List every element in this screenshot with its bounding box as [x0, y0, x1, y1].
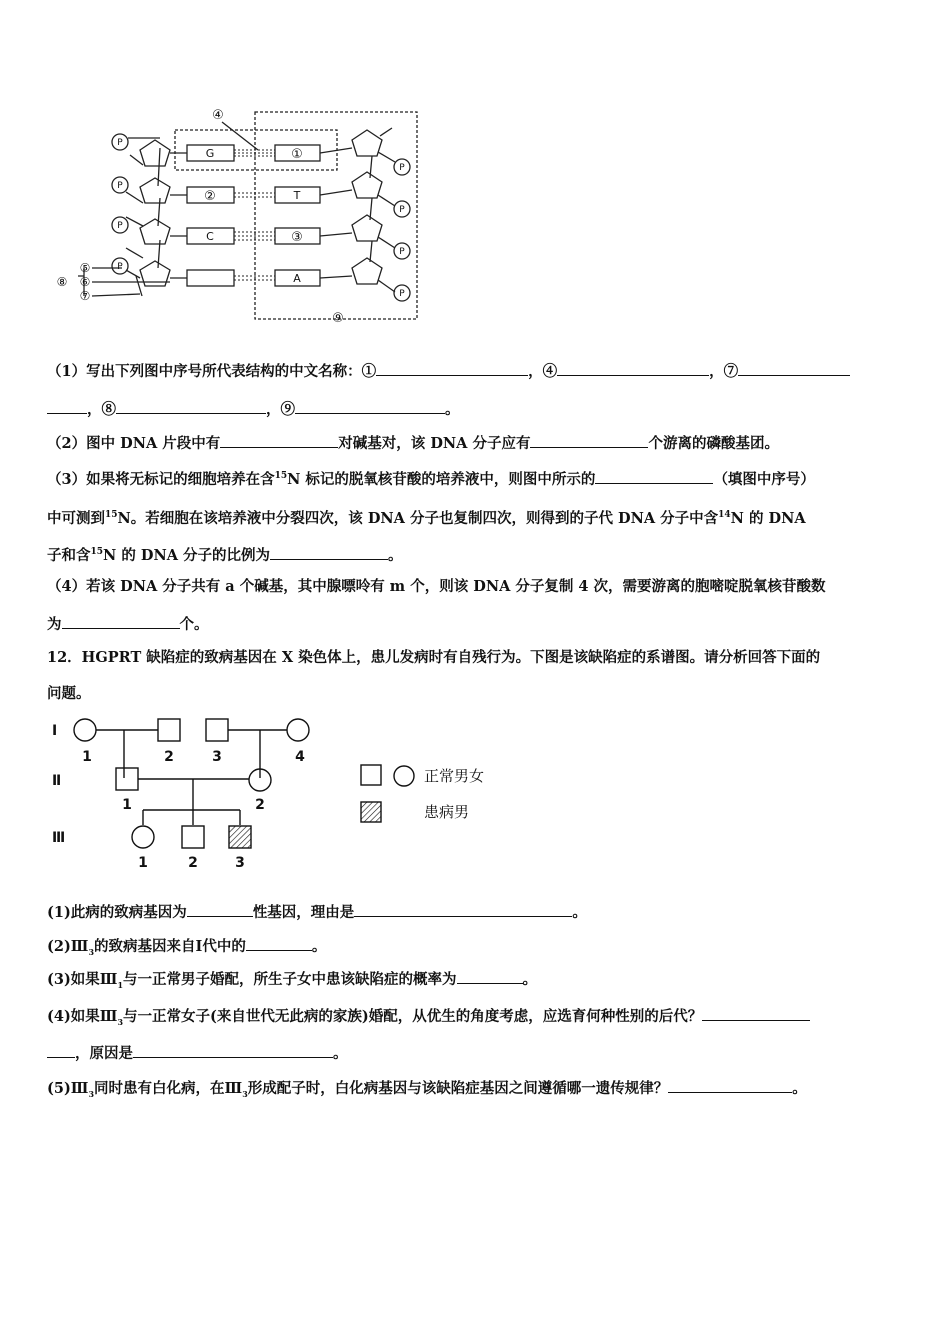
label-1: ①: [291, 147, 303, 162]
q11-part1-line1: （1）写出下列图中序号所代表结构的中文名称：① ，④ ，⑦: [47, 360, 907, 382]
individual-number: 3: [212, 749, 222, 765]
answer-blank[interactable]: [62, 613, 180, 629]
label-6: ⑥: [79, 275, 91, 289]
phosphate-label: P: [399, 163, 405, 173]
answer-blank[interactable]: [295, 398, 445, 414]
answer-blank[interactable]: [246, 935, 312, 951]
individual-number: 1: [122, 797, 132, 813]
phosphate-label: P: [399, 247, 405, 257]
label-2: ②: [204, 189, 216, 204]
answer-blank[interactable]: [354, 901, 572, 917]
legend-normal-label: 正常男女: [424, 767, 485, 785]
q12-sub4-line1: (4)如果$Ⅲ_3$与一正常女子(来自世代无此病的家族)婚配，从优生的角度考虑，应选育何种性别的后代？: [47, 1005, 907, 1032]
answer-blank[interactable]: [530, 432, 648, 448]
generation-label-1: Ⅰ: [52, 723, 58, 739]
phosphate-label: P: [399, 205, 405, 215]
base-t: T: [293, 189, 301, 202]
base-c: C: [206, 230, 214, 243]
label-3: ③: [291, 230, 303, 245]
answer-blank[interactable]: [668, 1077, 792, 1093]
individual-number: 4: [295, 749, 305, 765]
q12-intro-line1: 12．HGPRT 缺陷症的致病基因在 X 染色体上，患儿发病时有自残行为。下图是该缺陷症的系谱图。请分析回答下面的: [47, 649, 821, 666]
answer-blank[interactable]: [133, 1042, 333, 1058]
phosphate-label: P: [117, 138, 123, 148]
label-8: ⑧: [56, 275, 68, 289]
label-9: ⑨: [332, 311, 344, 326]
phosphate-label: P: [117, 181, 123, 191]
answer-blank[interactable]: [270, 544, 388, 560]
answer-blank[interactable]: [376, 360, 528, 376]
individual-number: 2: [164, 749, 174, 765]
q12-sub5: $(5)Ⅲ_3$同时患有白化病，在$Ⅲ_3$形成配子时，白化病基因与该缺陷症基因之间遵循哪一遗传规律？ 。: [47, 1077, 907, 1104]
individual-number: 2: [255, 797, 265, 813]
q11-part4-line2: 为 个。: [47, 613, 907, 635]
individual-number: 2: [188, 855, 198, 871]
q12-intro-line2: 问题。: [47, 685, 91, 702]
answer-blank[interactable]: [702, 1005, 810, 1021]
answer-blank[interactable]: [116, 398, 266, 414]
q11-part2: （2）图中 DNA 片段中有 对碱基对，该 DNA 分子应有 个游离的磷酸基团。: [47, 432, 907, 454]
phosphate-label: P: [399, 289, 405, 299]
base-a: A: [293, 272, 301, 285]
dna-structure-diagram: [40, 100, 440, 340]
answer-blank[interactable]: [738, 360, 850, 376]
q12-sub1: (1)此病的致病基因为 性基因，理由是 。: [47, 901, 907, 923]
q12-sub4-line2: ，原因是 。: [47, 1042, 907, 1064]
answer-blank[interactable]: [187, 901, 253, 917]
phosphate-label: P: [117, 262, 123, 272]
individual-number: 1: [138, 855, 148, 871]
answer-blank[interactable]: [47, 1042, 75, 1058]
q12-sub2: $(2)Ⅲ_3$的致病基因来自Ⅰ代中的 。: [47, 935, 907, 962]
individual-number: 1: [82, 749, 92, 765]
generation-label-2: Ⅱ: [52, 773, 62, 789]
legend-affected-label: 患病男: [424, 803, 470, 821]
q11-part1-line2: ，⑧ ，⑨ 。: [47, 398, 907, 420]
individual-number: 3: [235, 855, 245, 871]
phosphate-label: P: [117, 221, 123, 231]
answer-blank[interactable]: [595, 468, 713, 484]
label-5: ⑤: [79, 261, 91, 275]
answer-blank[interactable]: [457, 968, 523, 984]
answer-blank[interactable]: [47, 398, 87, 414]
base-g: G: [205, 147, 215, 160]
q11-part3-line2: 中可测到$^{15}$N。若细胞在该培养液中分裂四次，该 DNA 分子也复制四次，则得到的子代 DNA 分子中含$^{14}$N 的 DNA: [47, 509, 806, 527]
label-7: ⑦: [79, 289, 91, 303]
pedigree-chart: [40, 710, 520, 880]
label-4: ④: [212, 108, 224, 123]
generation-label-3: Ⅲ: [52, 830, 66, 846]
q11-part4-line1: （4）若该 DNA 分子共有 a 个碱基，其中腺嘌呤有 m 个，则该 DNA 分子复制 4 次，需要游离的胞嘧啶脱氧核苷酸数: [47, 578, 826, 595]
answer-blank[interactable]: [220, 432, 338, 448]
q11-part3-line3: 子和含$^{15}$N 的 DNA 分子的比例为 。: [47, 542, 907, 566]
answer-blank[interactable]: [557, 360, 709, 376]
strand-box: [255, 112, 417, 319]
q12-sub3: (3)如果$Ⅲ_1$与一正常男子婚配，所生子女中患该缺陷症的概率为 。: [47, 968, 907, 995]
q11-part3-line1: （3）如果将无标记的细胞培养在含$^{15}$N 标记的脱氧核苷酸的培养液中，则图中所示的 （填图中序号）: [47, 466, 907, 490]
